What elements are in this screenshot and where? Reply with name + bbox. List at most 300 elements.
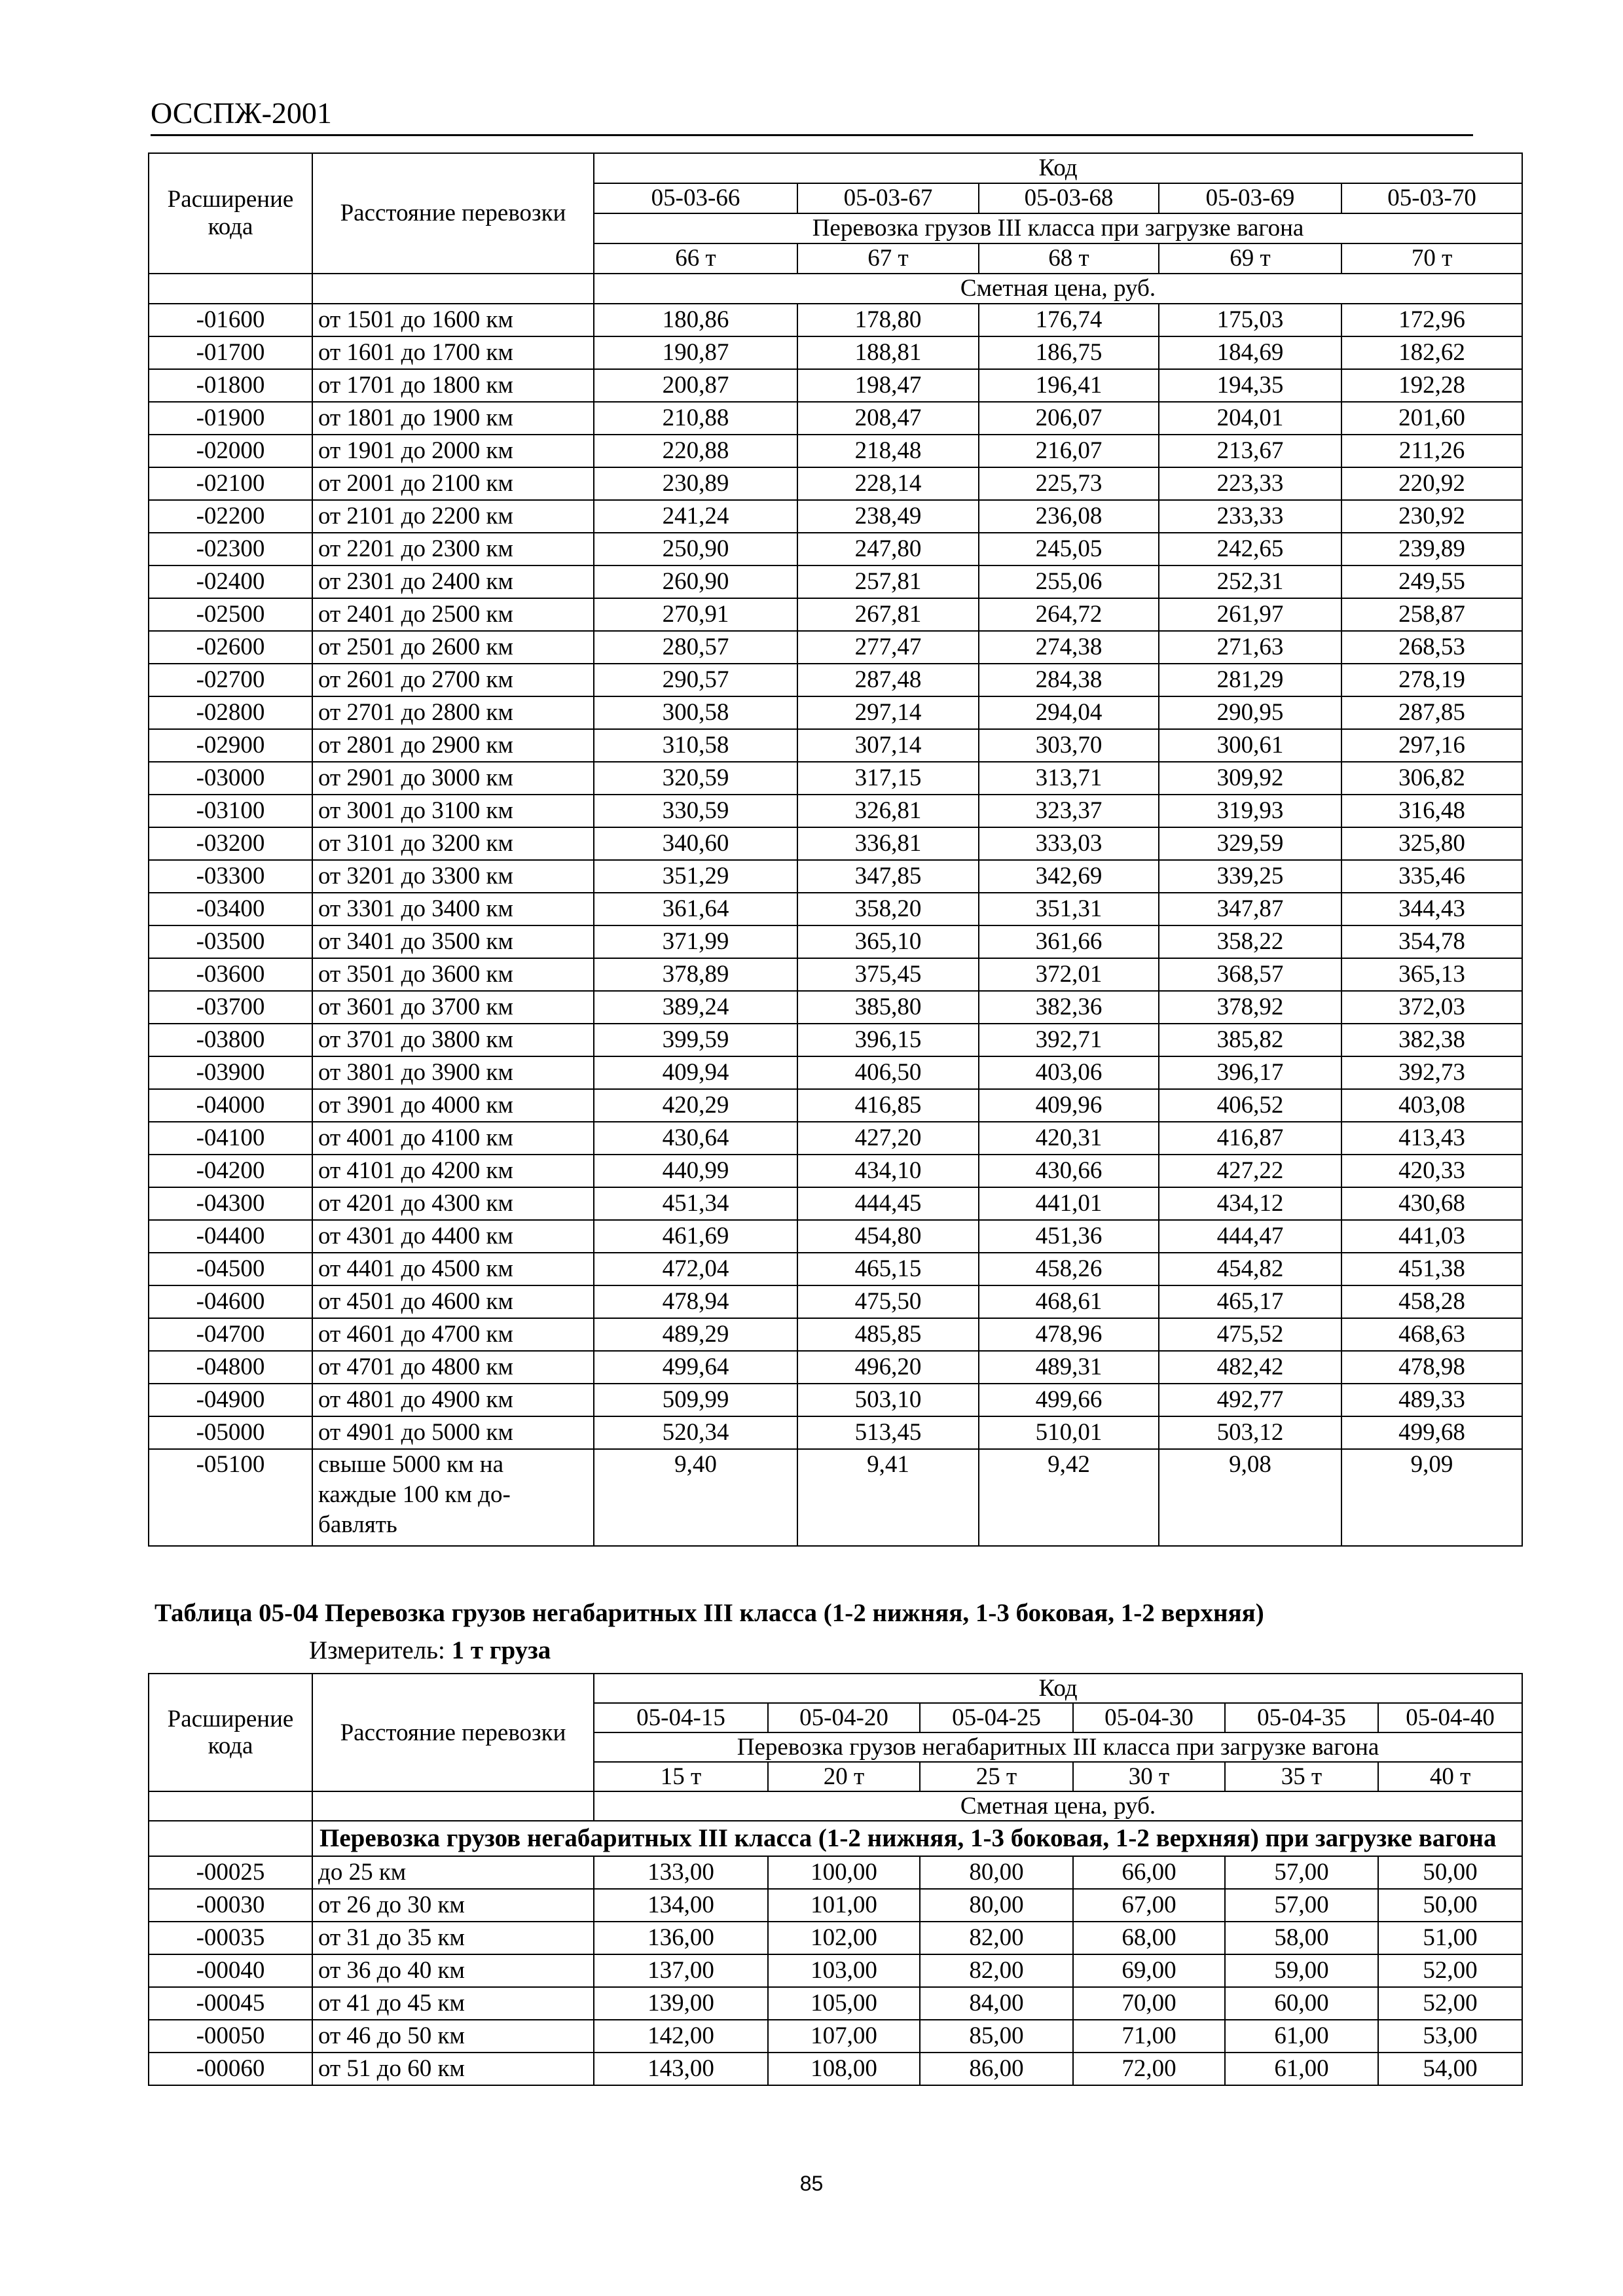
price-cell: 242,65 — [1159, 533, 1341, 565]
distance-range: от 3501 до 3600 км — [312, 958, 594, 991]
price-cell: 9,41 — [797, 1449, 979, 1546]
table-row — [149, 1449, 1522, 1546]
expansion-code: -03800 — [149, 1024, 312, 1056]
price-cell: 513,45 — [797, 1416, 979, 1449]
distance-range: от 4001 до 4100 км — [312, 1122, 594, 1155]
distance-range: от 41 до 45 км — [312, 1987, 594, 2020]
expansion-code: -03500 — [149, 925, 312, 958]
price-cell: 198,47 — [797, 369, 979, 402]
price-cell: 382,38 — [1341, 1024, 1522, 1056]
price-cell: 206,07 — [979, 402, 1159, 435]
expansion-code: -04600 — [149, 1285, 312, 1318]
price-cell: 317,15 — [797, 762, 979, 795]
expansion-code: -05100 — [149, 1449, 312, 1546]
price-cell: 101,00 — [768, 1889, 920, 1922]
price-cell: 233,33 — [1159, 500, 1341, 533]
price-cell: 142,00 — [594, 2020, 768, 2053]
price-cell: 50,00 — [1378, 1856, 1522, 1889]
price-cell: 420,33 — [1341, 1155, 1522, 1187]
expansion-code: -04500 — [149, 1253, 312, 1285]
price-cell: 180,86 — [594, 304, 797, 336]
distance-range: от 26 до 30 км — [312, 1889, 594, 1922]
table-row — [149, 1089, 1522, 1122]
distance-range: от 4501 до 4600 км — [312, 1285, 594, 1318]
price-cell: 451,34 — [594, 1187, 797, 1220]
price-cell: 420,29 — [594, 1089, 797, 1122]
price-cell: 290,57 — [594, 664, 797, 696]
price-cell: 309,92 — [1159, 762, 1341, 795]
distance-range: от 2501 до 2600 км — [312, 631, 594, 664]
expansion-code: -04100 — [149, 1122, 312, 1155]
expansion-code: -03400 — [149, 893, 312, 925]
expansion-code: -04700 — [149, 1318, 312, 1351]
load-header: 69 т — [1159, 243, 1341, 274]
price-cell: 255,06 — [979, 565, 1159, 598]
price-cell: 458,26 — [979, 1253, 1159, 1285]
price-cell: 478,94 — [594, 1285, 797, 1318]
price-cell: 371,99 — [594, 925, 797, 958]
distance-range: от 4201 до 4300 км — [312, 1187, 594, 1220]
col-header-expansion: Расширение кода — [149, 153, 312, 274]
price-cell: 102,00 — [768, 1922, 920, 1954]
price-cell: 85,00 — [920, 2020, 1073, 2053]
table-row — [149, 1922, 1522, 1954]
distance-range: от 3301 до 3400 км — [312, 893, 594, 925]
table-row — [149, 762, 1522, 795]
code-header: 05-03-68 — [979, 183, 1159, 213]
price-cell: 178,80 — [797, 304, 979, 336]
col-header-distance: Расстояние перевозки — [312, 153, 594, 274]
price-table-05-04 — [148, 1673, 1523, 2086]
code-header: 05-04-30 — [1073, 1703, 1225, 1732]
cargo-description: Перевозка грузов негабаритных III класса при загрузке вагона — [594, 1732, 1522, 1762]
price-cell: 267,81 — [797, 598, 979, 631]
expansion-code: -01900 — [149, 402, 312, 435]
price-cell: 333,03 — [979, 827, 1159, 860]
price-cell: 176,74 — [979, 304, 1159, 336]
price-cell: 399,59 — [594, 1024, 797, 1056]
table-row — [149, 1318, 1522, 1351]
distance-line: каждые 100 км до- — [318, 1481, 511, 1508]
distance-range: от 3201 до 3300 км — [312, 860, 594, 893]
table2-title: Таблица 05-04 Перевозка грузов негабаритных III класса (1-2 нижняя, 1-3 боковая, 1-2 верхняя) — [155, 1599, 1264, 1627]
distance-range: от 51 до 60 км — [312, 2053, 594, 2085]
distance-range: от 1801 до 1900 км — [312, 402, 594, 435]
load-header: 15 т — [594, 1762, 768, 1791]
expansion-code: -00045 — [149, 1987, 312, 2020]
price-cell: 465,15 — [797, 1253, 979, 1285]
price-cell: 80,00 — [920, 1889, 1073, 1922]
price-cell: 372,01 — [979, 958, 1159, 991]
distance-range: от 2301 до 2400 км — [312, 565, 594, 598]
price-cell: 274,38 — [979, 631, 1159, 664]
measure-label: Измеритель: — [309, 1636, 445, 1664]
price-cell: 238,49 — [797, 500, 979, 533]
price-cell: 461,69 — [594, 1220, 797, 1253]
price-cell: 489,29 — [594, 1318, 797, 1351]
load-header: 30 т — [1073, 1762, 1225, 1791]
price-cell: 409,94 — [594, 1056, 797, 1089]
expansion-code: -02900 — [149, 729, 312, 762]
table-row — [149, 500, 1522, 533]
distance-range: от 31 до 35 км — [312, 1922, 594, 1954]
price-cell: 220,88 — [594, 435, 797, 467]
price-cell: 300,61 — [1159, 729, 1341, 762]
table-row — [149, 1856, 1522, 1889]
price-cell: 264,72 — [979, 598, 1159, 631]
load-header: 35 т — [1225, 1762, 1378, 1791]
price-cell: 306,82 — [1341, 762, 1522, 795]
price-cell: 278,19 — [1341, 664, 1522, 696]
expansion-code: -02700 — [149, 664, 312, 696]
price-cell: 492,77 — [1159, 1384, 1341, 1416]
price-cell: 339,25 — [1159, 860, 1341, 893]
code-header: 05-03-66 — [594, 183, 797, 213]
price-cell: 80,00 — [920, 1856, 1073, 1889]
price-cell: 172,96 — [1341, 304, 1522, 336]
price-cell: 351,31 — [979, 893, 1159, 925]
price-cell: 194,35 — [1159, 369, 1341, 402]
price-cell: 223,33 — [1159, 467, 1341, 500]
distance-range: от 2201 до 2300 км — [312, 533, 594, 565]
price-cell: 108,00 — [768, 2053, 920, 2085]
price-cell: 372,03 — [1341, 991, 1522, 1024]
expansion-code: -00060 — [149, 2053, 312, 2085]
table-row — [149, 1384, 1522, 1416]
table-row — [149, 925, 1522, 958]
price-cell: 182,62 — [1341, 336, 1522, 369]
price-cell: 190,87 — [594, 336, 797, 369]
distance-range: от 4701 до 4800 км — [312, 1351, 594, 1384]
table-row — [149, 533, 1522, 565]
price-cell: 365,10 — [797, 925, 979, 958]
table-row — [149, 893, 1522, 925]
expansion-code: -03100 — [149, 795, 312, 827]
expansion-code: -02000 — [149, 435, 312, 467]
price-cell: 245,05 — [979, 533, 1159, 565]
table-row — [149, 1285, 1522, 1318]
price-cell: 225,73 — [979, 467, 1159, 500]
price-cell: 499,68 — [1341, 1416, 1522, 1449]
price-cell: 320,59 — [594, 762, 797, 795]
price-cell: 72,00 — [1073, 2053, 1225, 2085]
price-cell: 335,46 — [1341, 860, 1522, 893]
price-cell: 52,00 — [1378, 1987, 1522, 2020]
price-cell: 409,96 — [979, 1089, 1159, 1122]
price-cell: 326,81 — [797, 795, 979, 827]
price-cell: 61,00 — [1225, 2020, 1378, 2053]
table-row — [149, 565, 1522, 598]
price-cell: 489,31 — [979, 1351, 1159, 1384]
price-cell: 192,28 — [1341, 369, 1522, 402]
price-cell: 300,58 — [594, 696, 797, 729]
expansion-code: -03000 — [149, 762, 312, 795]
price-cell: 51,00 — [1378, 1922, 1522, 1954]
table-row — [149, 2053, 1522, 2085]
price-cell: 69,00 — [1073, 1954, 1225, 1987]
price-cell: 403,08 — [1341, 1089, 1522, 1122]
price-cell: 57,00 — [1225, 1856, 1378, 1889]
expansion-code: -03600 — [149, 958, 312, 991]
price-cell: 218,48 — [797, 435, 979, 467]
price-cell: 509,99 — [594, 1384, 797, 1416]
price-cell: 54,00 — [1378, 2053, 1522, 2085]
price-cell: 468,63 — [1341, 1318, 1522, 1351]
expansion-code: -02800 — [149, 696, 312, 729]
price-cell: 347,87 — [1159, 893, 1341, 925]
price-cell: 70,00 — [1073, 1987, 1225, 2020]
distance-range: от 1501 до 1600 км — [312, 304, 594, 336]
price-cell: 228,14 — [797, 467, 979, 500]
price-cell: 465,17 — [1159, 1285, 1341, 1318]
price-cell: 444,47 — [1159, 1220, 1341, 1253]
price-cell: 188,81 — [797, 336, 979, 369]
distance-range: от 1701 до 1800 км — [312, 369, 594, 402]
code-header: 05-04-15 — [594, 1703, 768, 1732]
price-cell: 344,43 — [1341, 893, 1522, 925]
price-cell: 342,69 — [979, 860, 1159, 893]
table-row — [149, 1351, 1522, 1384]
price-cell: 499,64 — [594, 1351, 797, 1384]
price-cell: 330,59 — [594, 795, 797, 827]
price-label: Сметная цена, руб. — [594, 1791, 1522, 1821]
distance-range: от 46 до 50 км — [312, 2020, 594, 2053]
price-cell: 468,61 — [979, 1285, 1159, 1318]
expansion-code: -04400 — [149, 1220, 312, 1253]
price-cell: 82,00 — [920, 1954, 1073, 1987]
price-cell: 427,20 — [797, 1122, 979, 1155]
price-cell: 489,33 — [1341, 1384, 1522, 1416]
price-cell: 396,17 — [1159, 1056, 1341, 1089]
load-header: 25 т — [920, 1762, 1073, 1791]
distance-range: от 1901 до 2000 км — [312, 435, 594, 467]
price-cell: 303,70 — [979, 729, 1159, 762]
price-cell: 458,28 — [1341, 1285, 1522, 1318]
price-cell: 378,92 — [1159, 991, 1341, 1024]
expansion-code: -01700 — [149, 336, 312, 369]
price-cell: 444,45 — [797, 1187, 979, 1220]
price-cell: 86,00 — [920, 2053, 1073, 2085]
price-cell: 220,92 — [1341, 467, 1522, 500]
price-cell: 406,52 — [1159, 1089, 1341, 1122]
price-cell: 347,85 — [797, 860, 979, 893]
price-cell: 413,43 — [1341, 1122, 1522, 1155]
price-cell: 482,42 — [1159, 1351, 1341, 1384]
load-header: 66 т — [594, 243, 797, 274]
distance-range: от 4401 до 4500 км — [312, 1253, 594, 1285]
distance-range: от 2901 до 3000 км — [312, 762, 594, 795]
price-cell: 9,09 — [1341, 1449, 1522, 1546]
price-cell: 284,38 — [979, 664, 1159, 696]
distance-range: от 2601 до 2700 км — [312, 664, 594, 696]
table-row — [149, 304, 1522, 336]
price-cell: 252,31 — [1159, 565, 1341, 598]
price-cell: 503,12 — [1159, 1416, 1341, 1449]
price-cell: 139,00 — [594, 1987, 768, 2020]
price-cell: 396,15 — [797, 1024, 979, 1056]
distance-range: от 3801 до 3900 км — [312, 1056, 594, 1089]
price-cell: 134,00 — [594, 1889, 768, 1922]
expansion-code: -00030 — [149, 1889, 312, 1922]
price-cell: 61,00 — [1225, 2053, 1378, 2085]
price-cell: 57,00 — [1225, 1889, 1378, 1922]
expansion-code: -02100 — [149, 467, 312, 500]
price-cell: 323,37 — [979, 795, 1159, 827]
expansion-code: -01800 — [149, 369, 312, 402]
price-cell: 475,50 — [797, 1285, 979, 1318]
price-cell: 427,22 — [1159, 1155, 1341, 1187]
price-cell: 103,00 — [768, 1954, 920, 1987]
table-row — [149, 860, 1522, 893]
table-row — [149, 827, 1522, 860]
price-cell: 52,00 — [1378, 1954, 1522, 1987]
expansion-code: -05000 — [149, 1416, 312, 1449]
distance-range: от 3001 до 3100 км — [312, 795, 594, 827]
price-cell: 485,85 — [797, 1318, 979, 1351]
price-cell: 375,45 — [797, 958, 979, 991]
table-row — [149, 1253, 1522, 1285]
price-cell: 258,87 — [1341, 598, 1522, 631]
price-cell: 204,01 — [1159, 402, 1341, 435]
price-cell: 392,73 — [1341, 1056, 1522, 1089]
price-cell: 184,69 — [1159, 336, 1341, 369]
price-cell: 430,64 — [594, 1122, 797, 1155]
price-cell: 287,85 — [1341, 696, 1522, 729]
price-cell: 107,00 — [768, 2020, 920, 2053]
price-cell: 82,00 — [920, 1922, 1073, 1954]
code-header: 05-04-35 — [1225, 1703, 1378, 1732]
price-cell: 434,10 — [797, 1155, 979, 1187]
expansion-code: -03700 — [149, 991, 312, 1024]
price-table-05-03 — [148, 152, 1523, 1547]
table-row — [149, 631, 1522, 664]
price-cell: 392,71 — [979, 1024, 1159, 1056]
price-cell: 71,00 — [1073, 2020, 1225, 2053]
distance-range: от 2801 до 2900 км — [312, 729, 594, 762]
price-cell: 430,66 — [979, 1155, 1159, 1187]
table-row — [149, 402, 1522, 435]
price-cell: 361,66 — [979, 925, 1159, 958]
price-cell: 66,00 — [1073, 1856, 1225, 1889]
price-cell: 196,41 — [979, 369, 1159, 402]
price-cell: 329,59 — [1159, 827, 1341, 860]
price-cell: 416,85 — [797, 1089, 979, 1122]
price-cell: 316,48 — [1341, 795, 1522, 827]
load-header: 67 т — [797, 243, 979, 274]
col-header-kod: Код — [594, 153, 1522, 183]
price-cell: 260,90 — [594, 565, 797, 598]
distance-range: от 4601 до 4700 км — [312, 1318, 594, 1351]
price-cell: 365,13 — [1341, 958, 1522, 991]
table-row — [149, 1155, 1522, 1187]
price-cell: 9,42 — [979, 1449, 1159, 1546]
col-header-distance: Расстояние перевозки — [312, 1674, 594, 1791]
price-cell: 294,04 — [979, 696, 1159, 729]
table2-measure — [309, 1634, 551, 1667]
expansion-code: -00040 — [149, 1954, 312, 1987]
price-cell: 230,92 — [1341, 500, 1522, 533]
price-cell: 354,78 — [1341, 925, 1522, 958]
price-cell: 211,26 — [1341, 435, 1522, 467]
price-cell: 53,00 — [1378, 2020, 1522, 2053]
price-cell: 389,24 — [594, 991, 797, 1024]
price-cell: 454,82 — [1159, 1253, 1341, 1285]
price-cell: 200,87 — [594, 369, 797, 402]
table-row — [149, 435, 1522, 467]
price-cell: 143,00 — [594, 2053, 768, 2085]
expansion-code: -03300 — [149, 860, 312, 893]
expansion-code: -03200 — [149, 827, 312, 860]
price-cell: 351,29 — [594, 860, 797, 893]
price-cell: 378,89 — [594, 958, 797, 991]
expansion-code: -00050 — [149, 2020, 312, 2053]
expansion-code: -02400 — [149, 565, 312, 598]
distance-range — [312, 1449, 594, 1546]
code-header: 05-04-20 — [768, 1703, 920, 1732]
cargo-description: Перевозка грузов III класса при загрузке вагона — [594, 213, 1522, 243]
price-label: Сметная цена, руб. — [594, 274, 1522, 304]
distance-range: от 2401 до 2500 км — [312, 598, 594, 631]
price-cell: 271,63 — [1159, 631, 1341, 664]
load-header: 68 т — [979, 243, 1159, 274]
price-cell: 361,64 — [594, 893, 797, 925]
table-row — [149, 1987, 1522, 2020]
price-cell: 499,66 — [979, 1384, 1159, 1416]
price-cell: 208,47 — [797, 402, 979, 435]
price-cell: 280,57 — [594, 631, 797, 664]
page-number: 85 — [799, 2172, 824, 2195]
distance-range: от 3401 до 3500 км — [312, 925, 594, 958]
price-cell: 210,88 — [594, 402, 797, 435]
distance-line: бавлять — [318, 1511, 397, 1538]
price-cell: 510,01 — [979, 1416, 1159, 1449]
price-cell: 475,52 — [1159, 1318, 1341, 1351]
distance-range: от 3101 до 3200 км — [312, 827, 594, 860]
price-cell: 319,93 — [1159, 795, 1341, 827]
price-cell: 451,36 — [979, 1220, 1159, 1253]
table-row — [149, 369, 1522, 402]
distance-range: от 2101 до 2200 км — [312, 500, 594, 533]
expansion-code: -00025 — [149, 1856, 312, 1889]
price-cell: 230,89 — [594, 467, 797, 500]
price-cell: 268,53 — [1341, 631, 1522, 664]
price-cell: 441,03 — [1341, 1220, 1522, 1253]
distance-range: от 4301 до 4400 км — [312, 1220, 594, 1253]
expansion-code: -01600 — [149, 304, 312, 336]
measure-value: 1 т груза — [451, 1636, 551, 1664]
price-cell: 270,91 — [594, 598, 797, 631]
distance-range: от 3901 до 4000 км — [312, 1089, 594, 1122]
price-cell: 472,04 — [594, 1253, 797, 1285]
price-cell: 297,14 — [797, 696, 979, 729]
expansion-code: -03900 — [149, 1056, 312, 1089]
code-header: 05-03-69 — [1159, 183, 1341, 213]
expansion-code: -04800 — [149, 1351, 312, 1384]
price-cell: 340,60 — [594, 827, 797, 860]
price-cell: 358,20 — [797, 893, 979, 925]
price-cell: 186,75 — [979, 336, 1159, 369]
price-cell: 100,00 — [768, 1856, 920, 1889]
price-cell: 420,31 — [979, 1122, 1159, 1155]
price-cell: 503,10 — [797, 1384, 979, 1416]
table-row — [149, 1056, 1522, 1089]
table-row — [149, 1122, 1522, 1155]
table-row — [149, 467, 1522, 500]
price-cell: 496,20 — [797, 1351, 979, 1384]
load-header: 20 т — [768, 1762, 920, 1791]
distance-range: от 2701 до 2800 км — [312, 696, 594, 729]
distance-line: свыше 5000 км на — [318, 1451, 504, 1478]
